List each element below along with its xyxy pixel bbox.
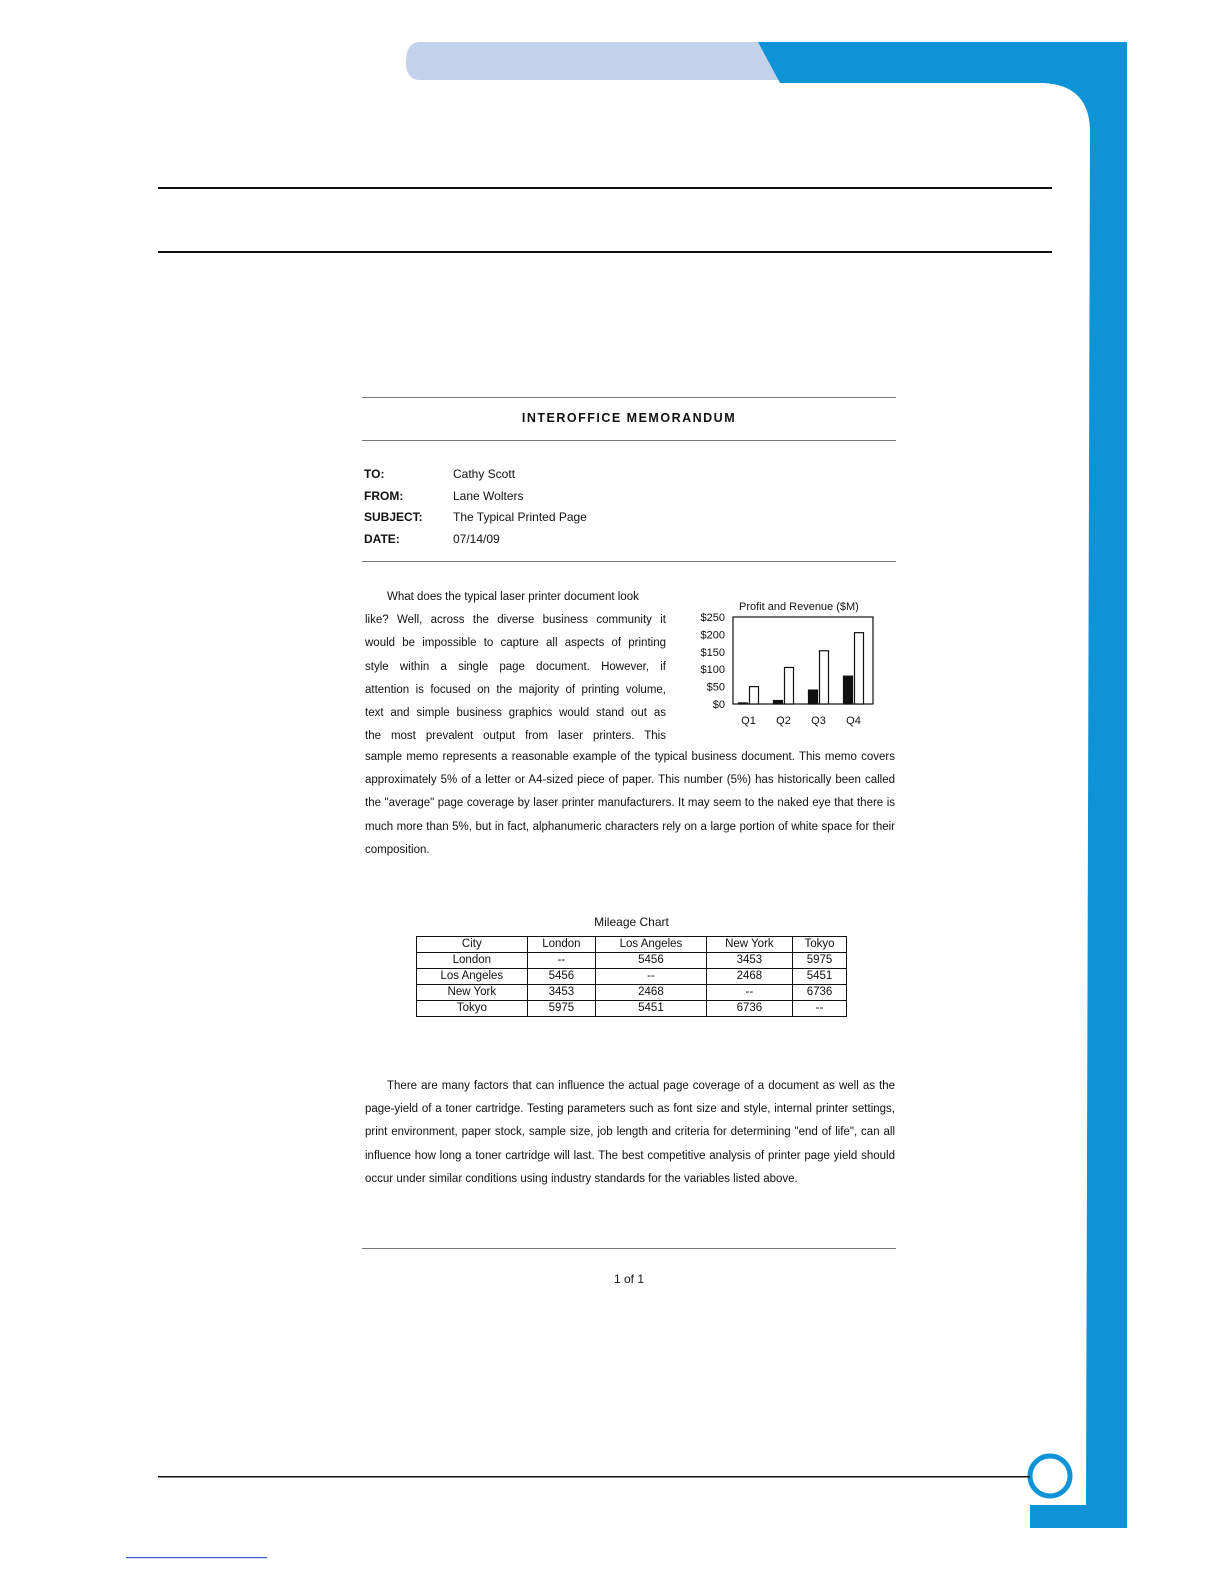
table-cell: 6736 [792,985,846,1001]
table-cell: -- [596,969,707,985]
chart-bar [855,633,864,704]
table-cell: 2468 [596,985,707,1001]
memo-rule-title [362,440,896,441]
para1-line: text and simple business graphics would stand out as [365,707,666,720]
memo-paragraph-2: There are many factors that can influence the actual page coverage of a document as well as the page-yield of a toner cartridge. Testing parameters such as font size and style, internal printer settings, print environment, paper stock, sample size, job length and criteria for determining "end of life", can all influence how long a toner cartridge will last. The best competitive analysis of printer page yield should occur under similar conditions using industry standards for the variables listed above. [365,1080,895,1185]
chart-bar [809,690,818,704]
table-row [417,985,847,1001]
top-rule [158,187,1052,189]
table-cell: New York [706,937,792,953]
subject-label: SUBJECT: [364,510,423,524]
page-indicator: 1 of 1 [613,1272,645,1286]
table-cell: 5456 [596,953,707,969]
chart-bar [785,667,794,704]
para1-line: like? Well, across the diverse business community it [365,614,666,627]
chart-bar [739,703,748,704]
table-cell: Tokyo [417,1001,528,1017]
table-header-row [417,937,847,953]
chart-bar [750,687,759,704]
second-rule [158,251,1052,253]
memo-title: INTEROFFICE MEMORANDUM [521,411,737,425]
table-row [417,969,847,985]
chart-bar [774,701,783,704]
table-cell: 5975 [792,953,846,969]
y-tick-label: $50 [706,681,725,694]
y-tick-label: $0 [712,699,725,711]
table-cell: 5975 [527,1001,595,1017]
page-number-circle [1030,1456,1070,1496]
chart-bar [820,651,829,704]
table-cell: London [527,937,595,953]
to-label: TO: [364,467,385,481]
from-value: Lane Wolters [453,489,524,503]
footer-line [158,1476,1030,1478]
date-value: 07/14/09 [453,532,500,546]
table-cell: 5451 [596,1001,707,1017]
x-tick-label: Q3 [811,715,826,727]
table-cell: 6736 [706,1001,792,1017]
memo-paragraph-1-rest: sample memo represents a reasonable example of the typical business document. This memo covers approximately 5% of a letter or A4-sized piece of paper. This number (5%) has historically been called the "average" page coverage by laser printer manufacturers. It may seem to the naked eye that there is much more than 5%, but in fact, alphanumeric characters rely on a large portion of white space for their composition. [365,751,895,856]
table-cell: 5451 [792,969,846,985]
y-tick-label: $250 [700,612,725,624]
x-tick-label: Q2 [776,715,791,727]
para1-line: the most prevalent output from laser printers. This [365,730,666,743]
table-cell: -- [527,953,595,969]
to-value: Cathy Scott [453,467,516,481]
y-tick-label: $150 [700,646,725,659]
table-cell: Los Angeles [417,969,528,985]
x-tick-label: Q4 [846,715,861,727]
y-tick-label: $200 [700,629,725,642]
table-cell: -- [706,985,792,1001]
table-cell: Tokyo [792,937,846,953]
table-cell: City [417,937,528,953]
x-tick-label: Q1 [741,715,756,727]
mileage-chart-title: Mileage Chart [594,915,669,929]
subject-value: The Typical Printed Page [453,510,587,524]
para1-line: would be impossible to capture all aspects of printing [365,637,666,650]
date-label: DATE: [364,532,400,546]
chart-title: Profit and Revenue ($M) [739,601,859,613]
table-cell: Los Angeles [596,937,707,953]
chart-bar [844,676,853,704]
memo-rule-header-bottom [362,561,896,562]
para1-line: What does the typical laser printer document look [387,591,639,603]
table-cell: London [417,953,528,969]
header-tab-light [406,42,780,80]
table-cell: 2468 [706,969,792,985]
bottom-link-underline [126,1557,267,1558]
table-row [417,1001,847,1017]
profit-revenue-chart [690,612,890,732]
table-cell: -- [792,1001,846,1017]
para1-line: style within a single page document. However, if [365,660,666,673]
table-cell: 3453 [527,985,595,1001]
table-cell: New York [417,985,528,1001]
memo-rule-footer [362,1248,896,1249]
from-label: FROM: [364,489,404,503]
memo-paragraph-1-wrapped [365,586,666,748]
para1-line: attention is focused on the majority of printing volume, [365,683,666,696]
table-cell: 3453 [706,953,792,969]
mileage-table [416,936,847,1017]
table-cell: 5456 [527,969,595,985]
memo-rule-top [362,397,896,398]
table-row [417,953,847,969]
y-tick-label: $100 [700,664,725,677]
